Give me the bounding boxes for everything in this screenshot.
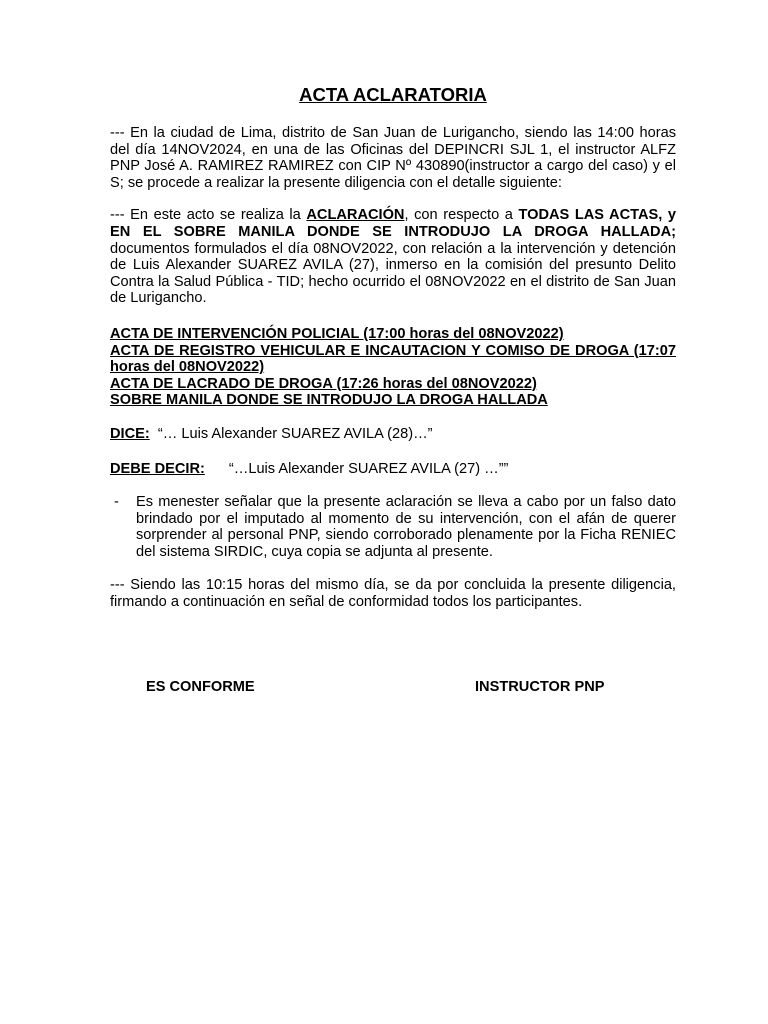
document-title: ACTA ACLARATORIA	[299, 84, 487, 105]
signature-instructor: INSTRUCTOR PNP	[475, 679, 605, 695]
acta-item: ACTA DE LACRADO DE DROGA (17:26 horas del 08NOV2022)	[110, 375, 537, 392]
debe-decir-label: DEBE DECIR:	[110, 460, 205, 477]
signature-conforme: ES CONFORME	[146, 679, 255, 695]
acta-list	[110, 326, 676, 409]
closing-paragraph: --- Siendo las 10:15 horas del mismo día, se da por concluida la presente diligencia, firmando a continuación en señal de conformidad todos los participantes.	[110, 577, 676, 611]
acta-item: ACTA DE REGISTRO VEHICULAR E INCAUTACION Y COMISO DE DROGA (17:07 horas del 08NOV2022)	[110, 342, 676, 376]
bullet-mark: -	[114, 494, 119, 511]
aclaracion-rest: documentos formulados el día 08NOV2022, con relación a la intervención y detención de Luis Alexander SUAREZ AVILA (27), inmerso en la comisión del presunto Delito Contra la Salud Pública - TID; hecho ocurrido el 08NOV2022 en el distrito de San Juan de Lurigancho.	[110, 240, 676, 307]
aclaracion-prefix: --- En este acto se realiza la	[110, 207, 307, 224]
debe-decir-value: “…Luis Alexander SUAREZ AVILA (27) …””	[228, 460, 509, 477]
aclaracion-middle: , con respecto a	[404, 207, 519, 224]
debe-decir-line	[110, 461, 676, 478]
signature-row	[0, 679, 768, 699]
acta-item: SOBRE MANILA DONDE SE INTRODUJO LA DROGA HALLADA	[110, 392, 548, 409]
aclaracion-paragraph	[110, 207, 676, 307]
acta-item: ACTA DE INTERVENCIÓN POLICIAL (17:00 horas del 08NOV2022)	[110, 325, 564, 342]
dice-line	[110, 426, 676, 443]
bullet-text: Es menester señalar que la presente aclaración se lleva a cabo por un falso dato brindado por el imputado al momento de su intervención, con el afán de querer sorprender al personal PNP, siendo corroborado plenamente por la Ficha RENIEC del sistema SIRDIC, cuya copia se adjunta al presente.	[136, 494, 676, 560]
document-body	[110, 84, 676, 611]
aclaracion-keyword: ACLARACIÓN	[306, 207, 405, 224]
dice-value: “… Luis Alexander SUAREZ AVILA (28)…”	[157, 425, 433, 442]
aclaracion-scope: TODAS LAS ACTAS, y EN EL SOBRE MANILA DONDE SE INTRODUJO LA DROGA HALLADA;	[110, 207, 676, 240]
intro-paragraph: --- En la ciudad de Lima, distrito de San Juan de Lurigancho, siendo las 14:00 horas del día 14NOV2024, en una de las Oficinas del DEPINCRI SJL 1, el instructor ALFZ PNP José A. RAMIREZ RAMIREZ con CIP Nº 430890(instructor a cargo del caso) y el S; se procede a realizar la presente diligencia con el detalle siguiente:	[110, 125, 676, 191]
bullet-item	[110, 494, 676, 560]
dice-label: DICE:	[110, 425, 150, 442]
